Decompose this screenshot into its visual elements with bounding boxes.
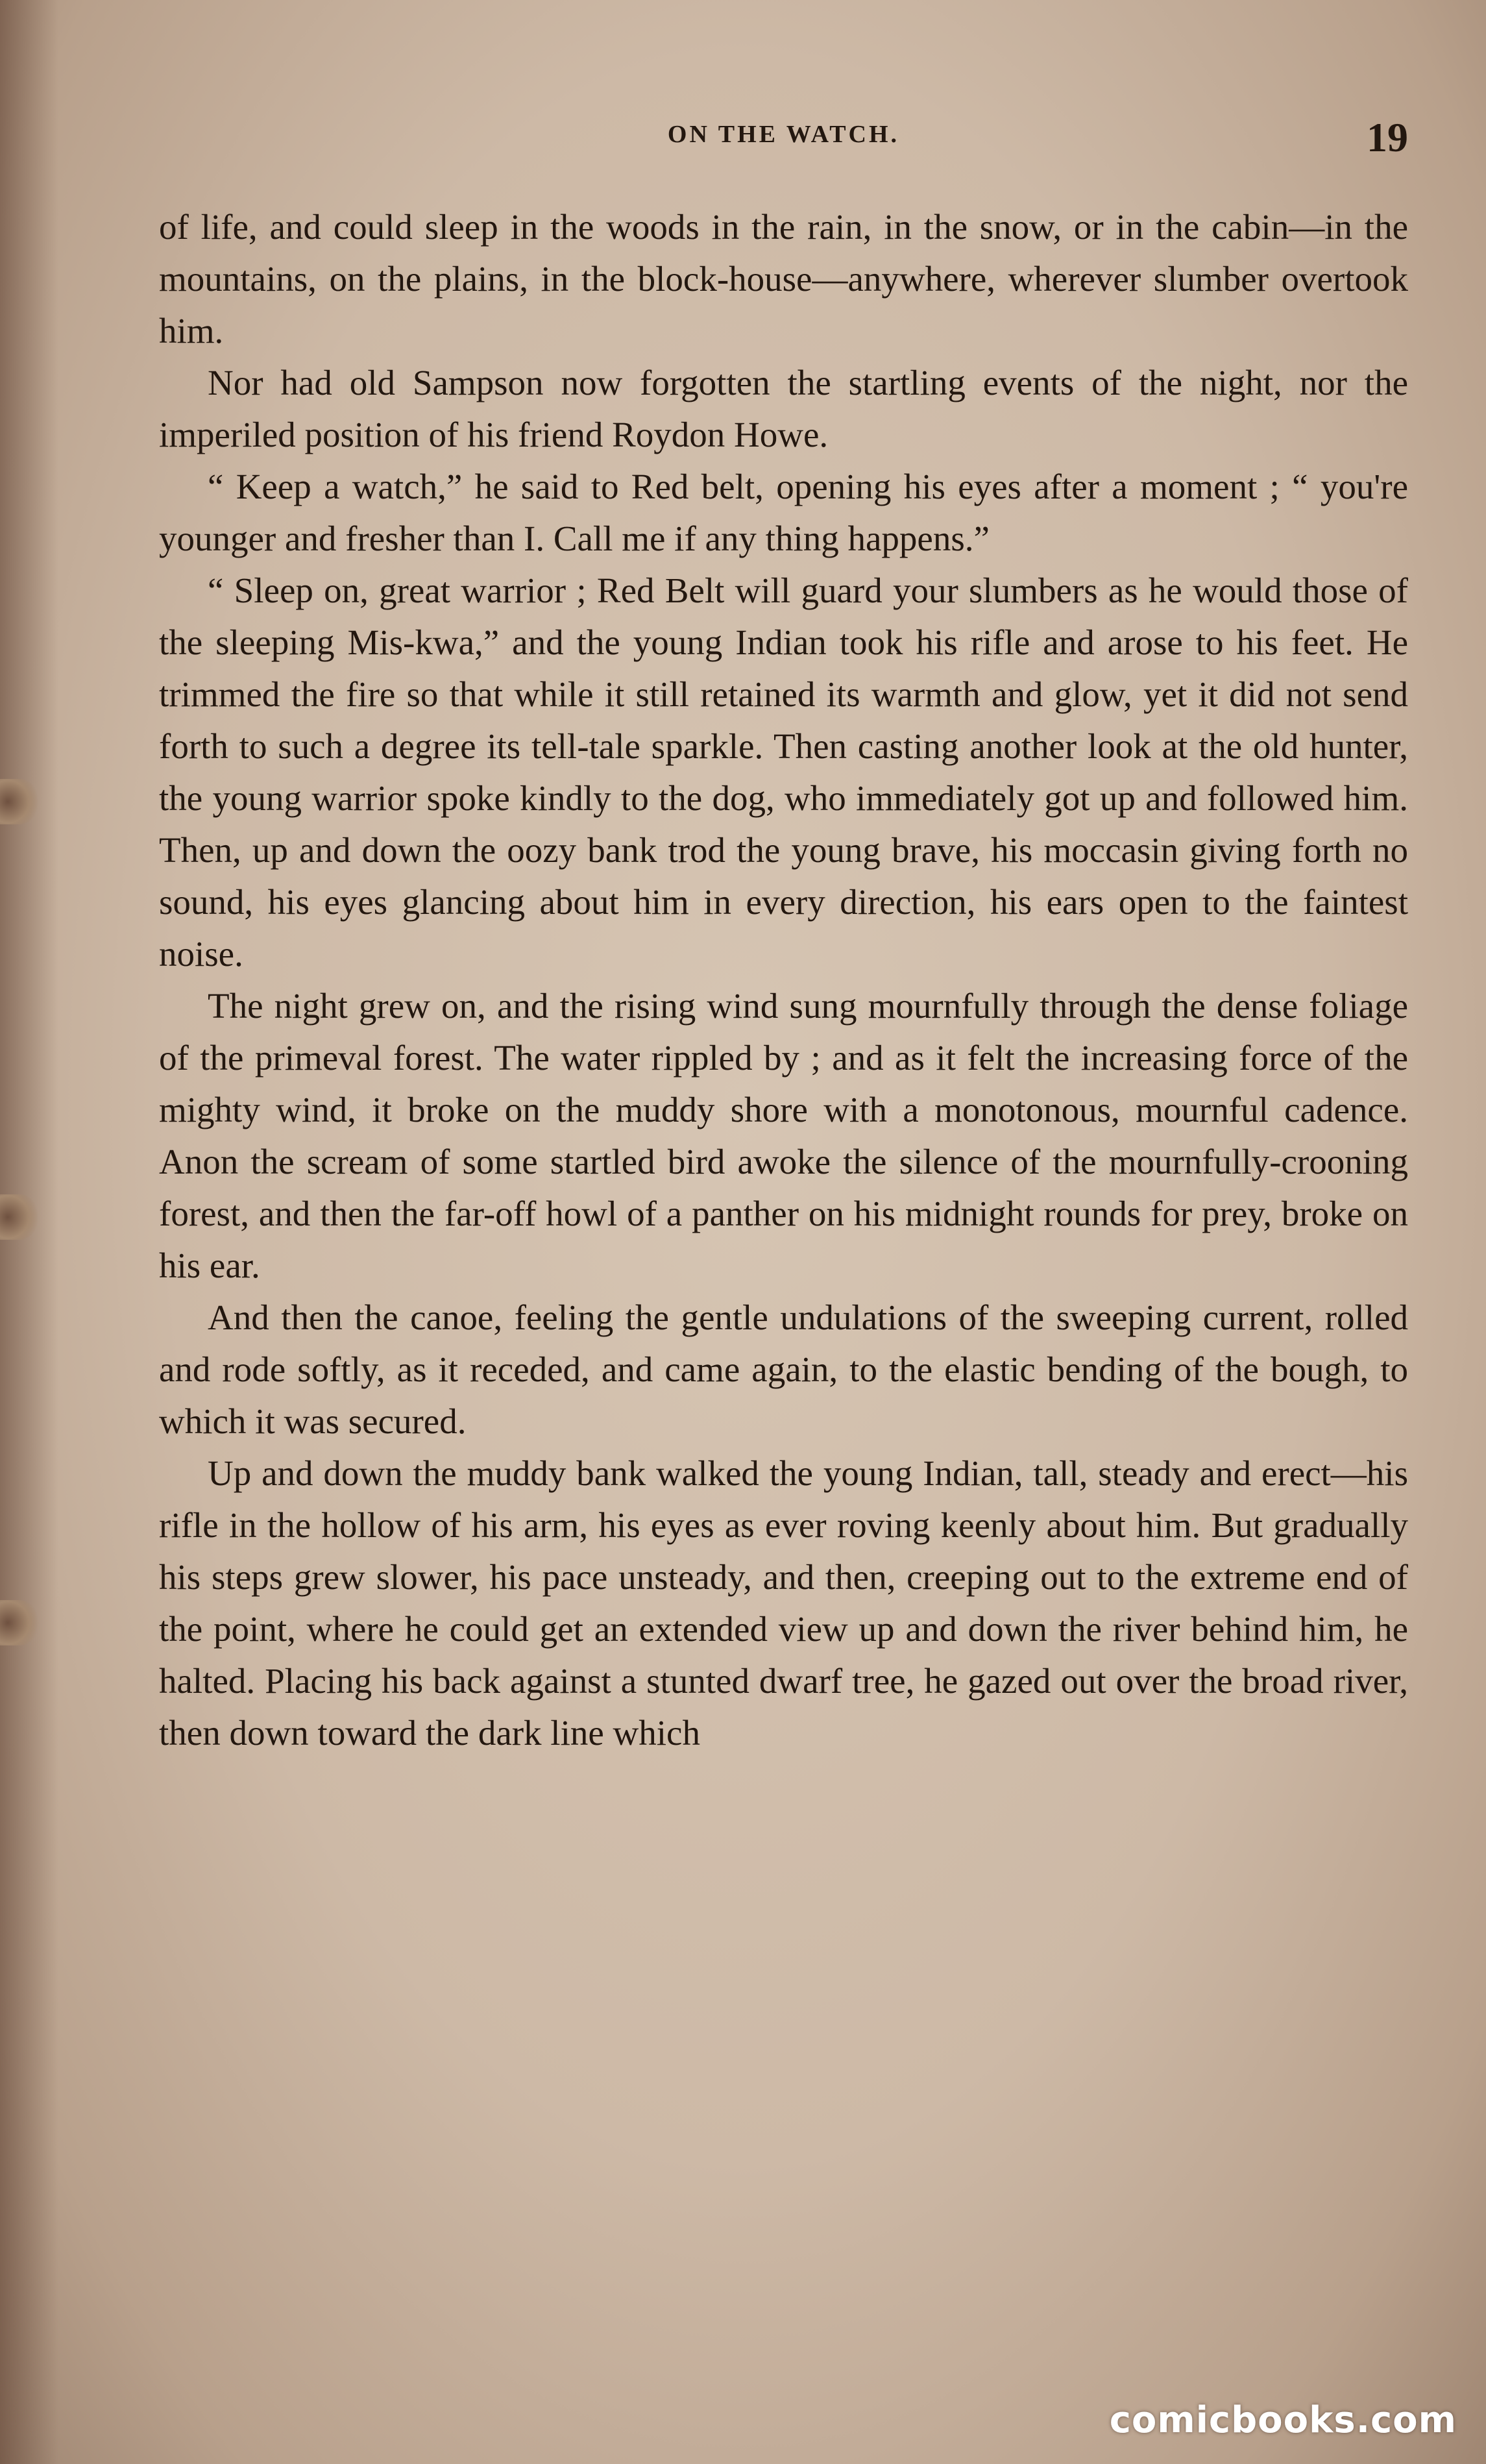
paragraph: of life, and could sleep in the woods in the rain, in the snow, or in the cabin—in the mountains, on the plains, in the block-house—anywhere, wherever slumber overtook him. [159, 207, 1408, 351]
page-number: 19 [1367, 114, 1408, 160]
paragraph: “ Keep a watch,” he said to Red belt, opening his eyes after a moment ; “ you're younger and fresher than I. Call me if any thing happens.” [159, 467, 1408, 558]
page-header [159, 114, 1408, 166]
binding-hole [0, 1600, 39, 1645]
paragraph: “ Sleep on, great warrior ; Red Belt will guard your slumbers as he would those of the sleeping Mis-kwa,” and the young Indian took his rifle and arose to his feet. He trimmed the fire so that while it still retained its warmth and glow, yet it did not send forth to such a degree its tell-tale sparkle. Then casting another look at the old hunter, the young warrior spoke kindly to the dog, who immediately got up and followed him. Then, up and down the oozy bank trod the young brave, his moccasin giving forth no sound, his eyes glancing about him in every direction, his ears open to the faintest noise. [159, 571, 1408, 974]
paragraph: Nor had old Sampson now forgotten the startling events of the night, nor the imperiled position of his friend Roydon Howe. [159, 363, 1408, 454]
paragraph: Up and down the muddy bank walked the young Indian, tall, steady and erect—his rifle in the hollow of his arm, his eyes as ever roving keenly about him. But gradually his steps grew slower, his pace unsteady, and then, creeping out to the extreme end of the point, where he could get an extended view up and down the river behind him, he halted. Placing his back against a stunted dwarf tree, he gazed out over the broad river, then down toward the dark line which [159, 1453, 1408, 1753]
watermark-text: comicbooks.com [1109, 2399, 1457, 2441]
body-text [159, 201, 1408, 1759]
running-head: ON THE WATCH. [667, 121, 900, 148]
paragraph: And then the canoe, feeling the gentle undulations of the sweeping current, rolled and rode softly, as it receded, and came again, to the elastic bending of the bough, to which it was secured. [159, 1298, 1408, 1441]
paragraph: The night grew on, and the rising wind sung mournfully through the dense foliage of the primeval forest. The water rippled by ; and as it felt the increasing force of the mighty wind, it broke on the muddy shore with a monotonous, mournful cadence. Anon the scream of some startled bird awoke the silence of the mournfully-crooning forest, and then the far-off howl of a panther on his midnight rounds for prey, broke on his ear. [159, 986, 1408, 1285]
binding-hole [0, 1194, 39, 1240]
binding-hole [0, 779, 39, 824]
